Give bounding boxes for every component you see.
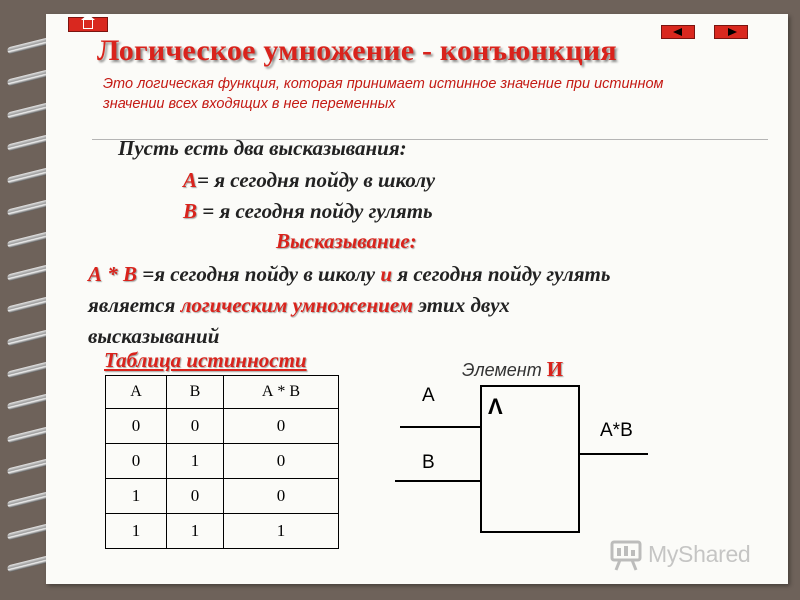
table-cell: 1 — [167, 514, 224, 549]
table-cell: 0 — [167, 479, 224, 514]
home-button[interactable] — [68, 17, 108, 32]
gate-title-prefix: Элемент — [462, 360, 547, 380]
truth-table — [105, 375, 339, 549]
compound-expr: А * В — [88, 262, 138, 286]
statement-a — [183, 168, 435, 193]
watermark — [608, 537, 768, 573]
statement-b-text: = я сегодня пойду гулять — [197, 199, 433, 223]
is-suffix: этих двух — [413, 293, 510, 317]
gate-input-a-label: А — [422, 385, 435, 406]
prev-slide-button[interactable] — [661, 25, 695, 39]
statement-b-var: В — [183, 199, 198, 223]
statement-a-var: А — [183, 168, 198, 192]
gate-input-b-label: В — [422, 452, 435, 473]
next-slide-button[interactable] — [714, 25, 748, 39]
is-term: логическим умножением — [180, 293, 413, 317]
statement-heading: Высказывание: — [276, 229, 417, 253]
table-cell: 1 — [224, 514, 339, 549]
table-row — [106, 444, 339, 479]
gate-input-b-wire — [395, 480, 480, 482]
gate-output-wire — [580, 453, 648, 455]
table-row — [106, 479, 339, 514]
is-prefix: является — [88, 293, 181, 317]
statement-a-text: = я сегодня пойду в школу — [197, 168, 436, 192]
compound-part2: я сегодня пойду гулять — [392, 262, 611, 286]
table-cell: 1 — [106, 514, 167, 549]
statement-b — [183, 199, 433, 224]
table-cell: 1 — [106, 479, 167, 514]
is-line — [88, 293, 510, 318]
definition-text: Это логическая функция, которая принимает истинное значение при истинном значении всех входящих в нее переменных — [103, 76, 664, 112]
table-header-cell: А — [106, 376, 167, 409]
compound-conj: и — [380, 262, 393, 286]
table-header-row — [106, 376, 339, 409]
truth-table-title: Таблица истинности — [104, 348, 307, 372]
table-header-cell: В — [167, 376, 224, 409]
gate-output-label: А*В — [600, 420, 633, 441]
table-cell: 0 — [224, 479, 339, 514]
table-cell: 0 — [167, 409, 224, 444]
table-cell: 1 — [167, 444, 224, 479]
gate-title-letter: И — [546, 357, 564, 381]
compound-part1: =я сегодня пойду в школу — [137, 262, 381, 286]
table-cell: 0 — [224, 444, 339, 479]
gate-input-a-wire — [400, 426, 480, 428]
slide-title: Логическое умножение - конъюнкция — [97, 34, 617, 67]
intro-text: Пусть есть два высказывания: — [118, 136, 407, 160]
table-cell: 0 — [106, 444, 167, 479]
home-icon — [83, 20, 93, 29]
compound-statement — [88, 262, 610, 287]
table-row — [106, 409, 339, 444]
table-cell: 0 — [224, 409, 339, 444]
pairs-line: высказываний — [88, 324, 220, 348]
table-row — [106, 514, 339, 549]
and-gate-symbol: Λ — [488, 394, 503, 419]
table-header-cell: А * В — [224, 376, 339, 409]
watermark-text: MyShared — [648, 541, 751, 567]
table-cell: 0 — [106, 409, 167, 444]
presentation-board-icon — [608, 537, 644, 573]
gate-title — [462, 357, 563, 382]
